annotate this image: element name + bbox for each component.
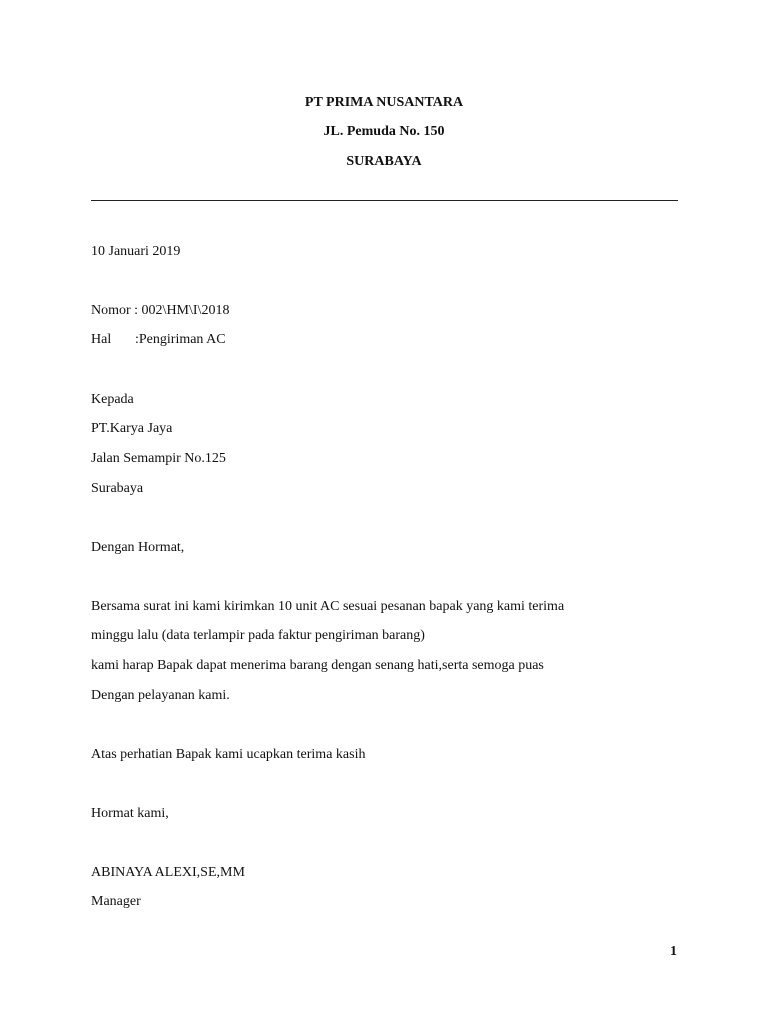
letter-date: 10 Januari 2019 <box>91 244 181 259</box>
signatory-name: ABINAYA ALEXI,SE,MM <box>91 865 245 880</box>
page-number: 1 <box>670 944 677 959</box>
thanks-line: Atas perhatian Bapak kami ucapkan terima kasih <box>91 747 366 762</box>
recipient-city: Surabaya <box>91 481 144 496</box>
body-line: Dengan pelayanan kami. <box>91 688 230 703</box>
signatory-title: Manager <box>91 894 141 909</box>
letterhead-divider <box>91 200 678 201</box>
subject-value: :Pengiriman AC <box>135 332 226 347</box>
letterhead-city: SURABAYA <box>346 154 422 169</box>
recipient-kepada: Kepada <box>91 392 134 407</box>
letterhead-company: PT PRIMA NUSANTARA <box>304 95 464 110</box>
recipient-name: PT.Karya Jaya <box>91 421 173 436</box>
body-line: kami harap Bapak dapat menerima barang dengan senang hati,serta semoga puas <box>91 658 544 673</box>
greeting: Dengan Hormat, <box>91 540 185 555</box>
letterhead-address: JL. Pemuda No. 150 <box>323 124 445 139</box>
body-line: minggu lalu (data terlampir pada faktur pengiriman barang) <box>91 628 425 643</box>
recipient-street: Jalan Semampir No.125 <box>91 451 226 466</box>
subject-row <box>91 332 226 348</box>
closing-line: Hormat kami, <box>91 806 169 821</box>
reference-number: Nomor : 002\HM\I\2018 <box>91 303 230 318</box>
subject-label: Hal <box>91 332 112 347</box>
body-line: Bersama surat ini kami kirimkan 10 unit AC sesuai pesanan bapak yang kami terima <box>91 599 565 614</box>
